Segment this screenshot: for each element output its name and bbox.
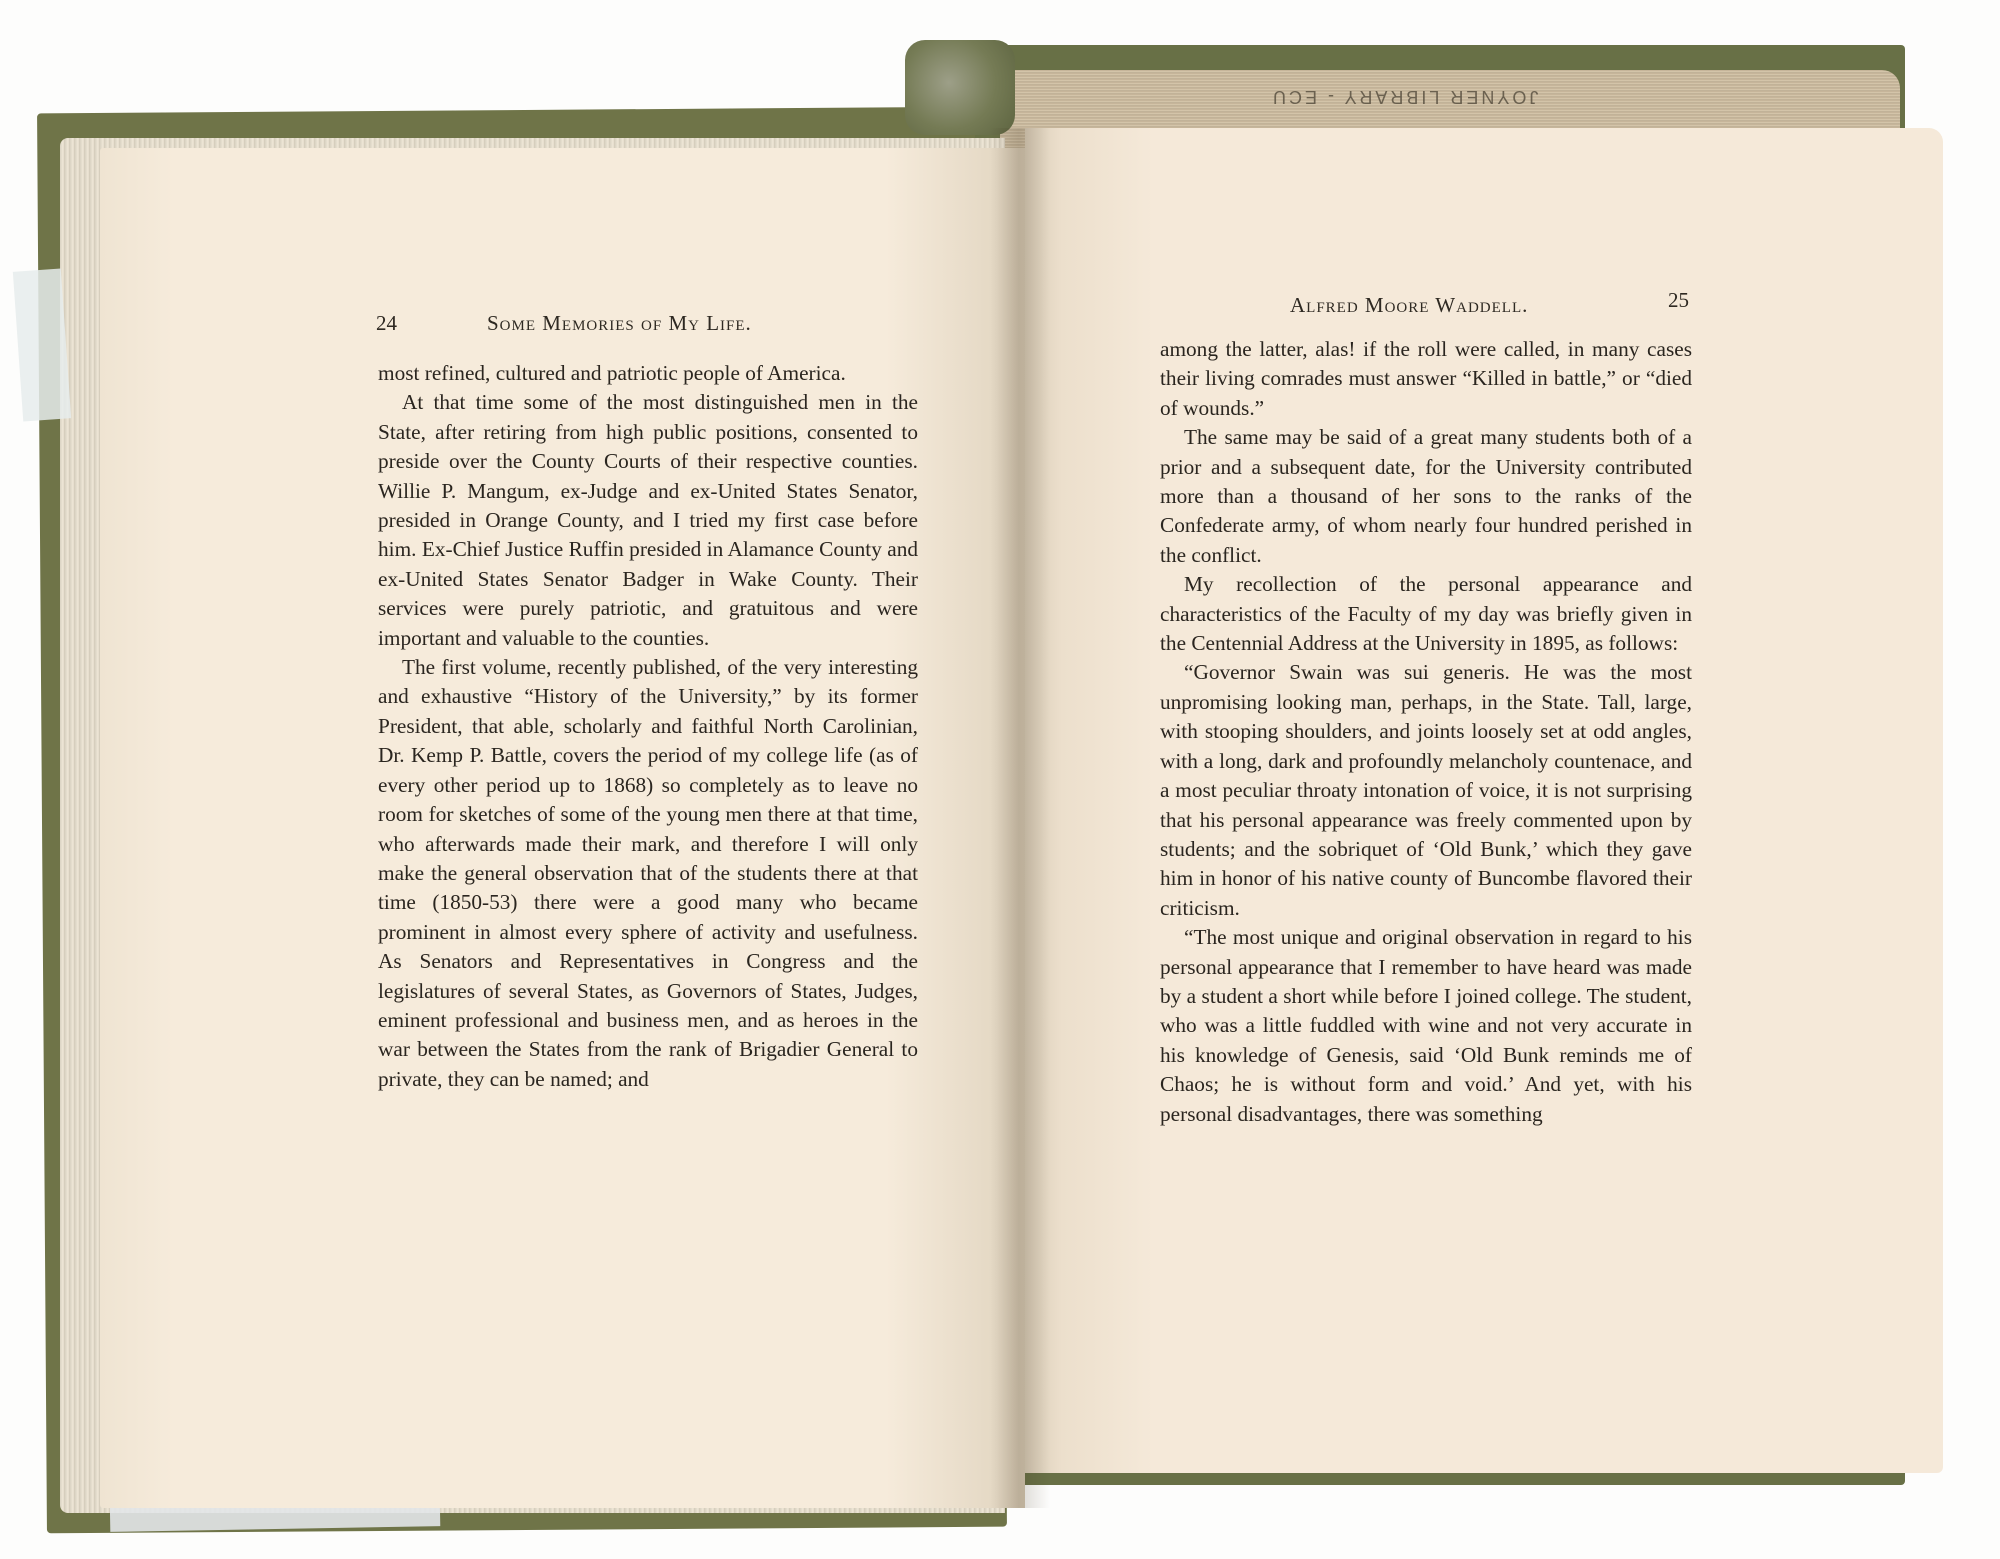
paragraph: The same may be said of a great many students both of a prior and a subsequent date, for the University contributed more than a thousand of her sons to the ranks of the Confederate army, of whom nearly four hundred perished in the conflict. bbox=[1160, 425, 1692, 567]
paragraph: most refined, cultured and patriotic people of America. bbox=[378, 361, 846, 385]
left-page bbox=[100, 148, 1025, 1508]
paragraph: among the latter, alas! if the roll were called, in many cases their living comrades must answer “Killed in battle,” or “died of wounds.” bbox=[1160, 337, 1692, 420]
right-page bbox=[1025, 128, 1943, 1473]
running-head-left: Some Memories of My Life. bbox=[487, 311, 752, 335]
library-edge-stamp: JOYNER LIBRARY - ECU bbox=[1270, 87, 1539, 107]
body-text-left bbox=[378, 359, 918, 1094]
worn-spine bbox=[905, 40, 1015, 135]
paragraph: At that time some of the most distinguished men in the State, after retiring from high public positions, consented to preside over the County Courts of their respective counties. Willie P. Mangum, ex-Judge and ex-United States Senator, presided in Orange County, and I tried my first case before him. Ex-Chief Justice Ruffin presided in Alamance County and ex-United States Senator Badger in Wake County. Their services were purely patriotic, and gratuitous and were important and valuable to the counties. bbox=[378, 390, 918, 650]
paragraph: My recollection of the personal appearance and characteristics of the Faculty of my day was briefly given in the Centennial Address at the University in 1895, as follows: bbox=[1160, 572, 1692, 656]
page-number-left: 24 bbox=[376, 311, 397, 335]
paragraph: “The most unique and original observation in regard to his personal appearance that I remember to have heard was made by a student a short while before I joined college. The student, who was a little fuddled with wine and not very accurate in his knowledge of Genesis, said ‘Old Bunk reminds me of Chaos; he is without form and void.’ And yet, with his personal disadvantages, there was something bbox=[1160, 925, 1692, 1126]
body-text-right bbox=[1160, 335, 1692, 1129]
paragraph: “Governor Swain was sui generis. He was the most unpromising looking man, perhaps, in the State. Tall, large, with stooping shoulders, and joints loosely set at odd angles, with a long, dark and profoundly melancholy countenace, and a most peculiar throaty intonation of voice, it is not surprising that his personal appearance was freely commented upon by students; and the sobriquet of ‘Old Bunk,’ which they gave him in honor of his native county of Buncombe flavored their criticism. bbox=[1160, 660, 1692, 920]
page-number-right: 25 bbox=[1668, 288, 1689, 312]
paragraph: The first volume, recently published, of the very interesting and exhaustive “History of the University,” by its former President, that able, scholarly and faithful North Carolinian, Dr. Kemp P. Battle, covers the period of my college life (as of every other period up to 1868) so completely as to leave no room for sketches of some of the young men there at that time, who afterwards made their mark, and therefore I will only make the general observation that of the students there at that time (1850-53) there were a good many who became prominent in almost every sphere of activity and usefulness. As Senators and Representatives in Congress and the legislatures of several States, as Governors of States, Judges, eminent professional and business men, and as heroes in the war between the States from the rank of Brigadier General to private, they can be named; and bbox=[378, 655, 918, 1091]
running-head-right: Alfred Moore Waddell. bbox=[1290, 293, 1529, 317]
gutter-shadow bbox=[990, 128, 1050, 1508]
